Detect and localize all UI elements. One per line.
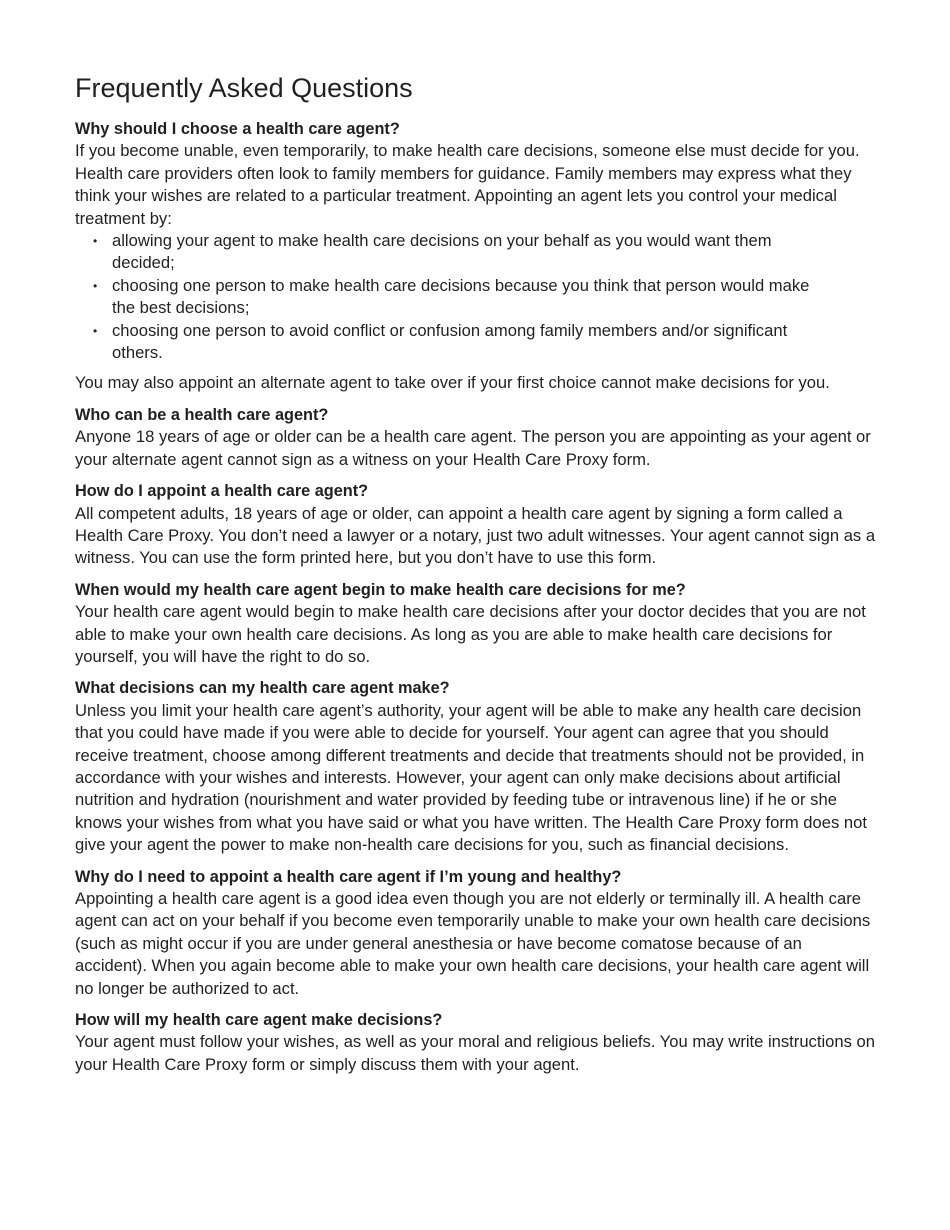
bullet-text: allowing your agent to make health care decisions on your behalf as you would want them decided; bbox=[112, 231, 772, 273]
faq-answer: Your health care agent would begin to make health care decisions after your doctor decides that you are not able to make your own health care decisions. As long as you are able to make health care decisions for yourself, you will have the right to do so. bbox=[75, 602, 866, 666]
faq-why-choose-agent bbox=[75, 118, 876, 395]
faq-answer-continued: You may also appoint an alternate agent to take over if your first choice cannot make decisions for you. bbox=[75, 373, 830, 393]
bullet-dot-icon: • bbox=[93, 323, 98, 338]
faq-who-can-be-agent bbox=[75, 404, 876, 471]
faq-when-agent-begins bbox=[75, 579, 876, 669]
faq-how-appoint-agent bbox=[75, 480, 876, 570]
faq-answer: Unless you limit your health care agent’s authority, your agent will be able to make any health care decision that you could have made if you were able to decide for yourself. Your agent can agree that you should receive treatment, choose among different treatments and decide that treatments should not be provided, in accordance with your wishes and interests. However, your agent can only make decisions about artificial nutrition and hydration (nourishment and water provided by feeding tube or intravenous line) if he or she knows your wishes from what you have said or what you have written. The Health Care Proxy form does not give your agent the power to make non-health care decisions for you, such as financial decisions. bbox=[75, 700, 867, 855]
bullet-item bbox=[75, 230, 876, 275]
bullet-text: choosing one person to avoid conflict or confusion among family members and/or significant others. bbox=[112, 320, 788, 363]
page-title: Frequently Asked Questions bbox=[75, 73, 413, 103]
faq-answer: If you become unable, even temporarily, to make health care decisions, someone else must decide for you. Health care providers often look to family members for guidance. Family members may express what they think your wishes are related to a particular treatment. Appointing an agent lets you control your medical treatment by: bbox=[75, 141, 860, 228]
bullet-list bbox=[75, 230, 876, 364]
faq-answer: Appointing a health care agent is a good idea even though you are not elderly or terminally ill. A health care agent can act on your behalf if you become even temporarily unable to make your own health care decisions (such as might occur if you are under general anesthesia or have become comatose because of an accident). When you again become able to make your own health care decisions, your health care agent will no longer be authorized to act. bbox=[75, 889, 871, 998]
bullet-dot-icon: • bbox=[93, 234, 98, 249]
faq-question: When would my health care agent begin to make health care decisions for me? bbox=[75, 580, 686, 599]
faq-question: Who can be a health care agent? bbox=[75, 405, 329, 424]
faq-young-and-healthy bbox=[75, 866, 876, 1000]
faq-question: How will my health care agent make decisions? bbox=[75, 1011, 443, 1030]
faq-how-agent-decides bbox=[75, 1009, 876, 1076]
bullet-item bbox=[75, 275, 876, 320]
faq-question: Why do I need to appoint a health care agent if I’m young and healthy? bbox=[75, 867, 622, 886]
faq-answer: Your agent must follow your wishes, as well as your moral and religious beliefs. You may write instructions on your Health Care Proxy form or simply discuss them with your agent. bbox=[75, 1032, 875, 1074]
bullet-item bbox=[75, 320, 876, 365]
faq-answer: All competent adults, 18 years of age or older, can appoint a health care agent by signing a form called a Health Care Proxy. You don’t need a lawyer or a notary, just two adult witnesses. Your agent cannot sign as a witness. You can use the form printed here, but you don’t have to use this form. bbox=[75, 503, 876, 568]
faq-question: Why should I choose a health care agent? bbox=[75, 120, 400, 138]
faq-answer: Anyone 18 years of age or older can be a health care agent. The person you are appointing as your agent or your alternate agent cannot sign as a witness on your Health Care Proxy form. bbox=[75, 427, 871, 469]
faq-what-decisions bbox=[75, 677, 876, 856]
bullet-text: choosing one person to make health care decisions because you think that person would make the best decisions; bbox=[112, 275, 810, 318]
faq-question: What decisions can my health care agent make? bbox=[75, 679, 450, 698]
faq-question: How do I appoint a health care agent? bbox=[75, 482, 369, 501]
bullet-dot-icon: • bbox=[93, 278, 98, 293]
